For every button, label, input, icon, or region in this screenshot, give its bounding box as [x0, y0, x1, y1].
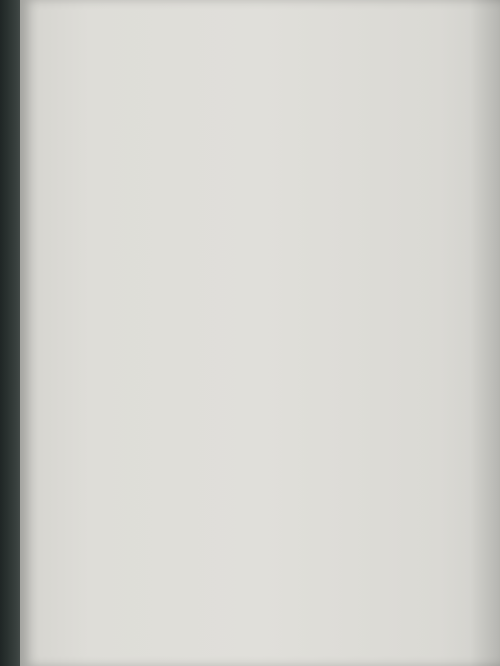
book-page — [20, 0, 500, 666]
left-column — [64, 22, 258, 632]
text-columns — [64, 22, 471, 632]
right-column — [277, 22, 471, 632]
